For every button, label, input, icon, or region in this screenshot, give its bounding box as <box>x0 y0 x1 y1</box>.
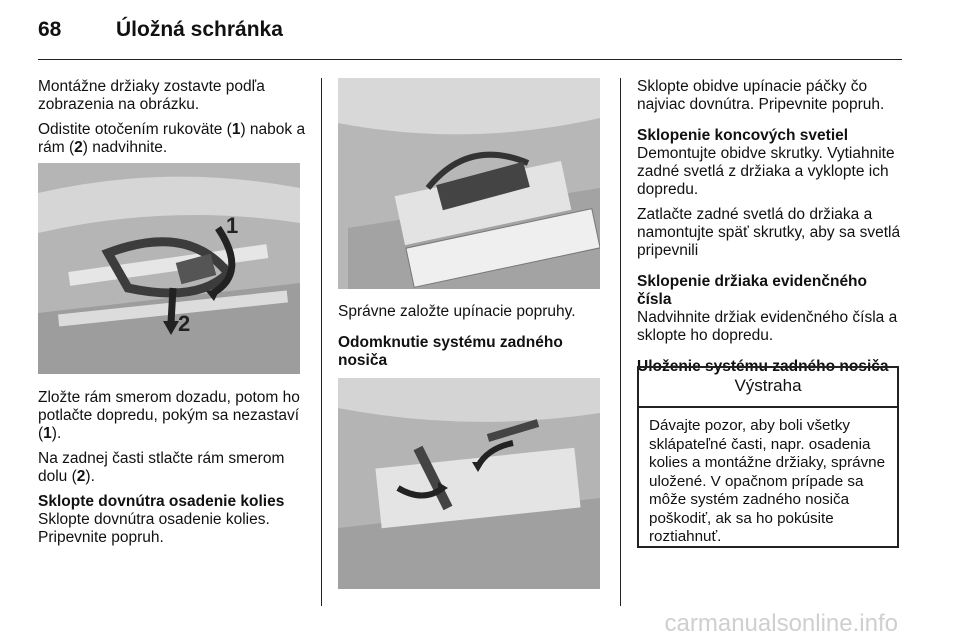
figure-callout-1: 1 <box>226 213 239 238</box>
column-divider-2 <box>620 78 621 606</box>
figure-rack-unlock <box>38 163 300 374</box>
column-2 <box>338 303 613 370</box>
column-1 <box>38 78 313 164</box>
warning-text: Dávajte pozor, aby boli všetky sklápateľné časti, napr. osadenia kolies a montážne držiaky, správne uložené. V opačnom prípade sa môže systém zadného nosiča poškodiť, ak sa ho pokúsite roztiahnuť. <box>649 417 886 545</box>
figure-straps <box>338 78 600 289</box>
paragraph: Nadvihnite držiak evidenčného čísla a sklopte ho dopredu. <box>637 309 898 344</box>
paragraph: Zložte rám smerom dozadu, potom ho potlačte dopredu, pokým sa nezastaví (1). <box>38 389 300 442</box>
paragraph: Správne založte upínacie popruhy. <box>338 303 576 320</box>
paragraph: Demontujte obidve skrutky. Vytiahnite zadné svetlá z držiaka a vyklopte ich dopredu. <box>637 145 895 198</box>
section-heading: Odomknutie systému zadného nosiča <box>338 334 563 369</box>
column-3 <box>637 78 902 376</box>
figure-callout-2: 2 <box>178 311 191 336</box>
header-divider <box>38 59 902 60</box>
paragraph: Montážne držiaky zostavte podľa zobrazenia na obrázku. <box>38 78 265 113</box>
warning-box <box>637 366 899 548</box>
section-heading: Sklopenie držiaka evidenčného čísla <box>637 273 867 308</box>
paragraph: Odistite otočením rukoväte (1) nabok a rám (2) nadvihnite. <box>38 121 306 156</box>
column-divider-1 <box>321 78 322 606</box>
paragraph: Na zadnej časti stlačte rám smerom dolu (2). <box>38 450 285 485</box>
paragraph: Sklopte obidve upínacie páčky čo najviac dovnútra. Pripevnite popruh. <box>637 78 885 113</box>
warning-title: Výstraha <box>639 368 897 408</box>
column-1-lower <box>38 389 313 554</box>
watermark: carmanualsonline.info <box>664 610 898 637</box>
section-heading: Sklopte dovnútra osadenie kolies <box>38 493 285 510</box>
page-header <box>38 18 918 48</box>
section-heading: Uloženie systému zadného nosiča <box>637 358 889 375</box>
paragraph: Zatlačte zadné svetlá do držiaka a namontujte späť skrutky, aby sa svetlá pripevnili <box>637 206 901 259</box>
paragraph: Sklopte dovnútra osadenie kolies. Pripevnite popruh. <box>38 511 270 546</box>
figure-unlock-levers <box>338 378 600 589</box>
page-number: 68 <box>38 18 62 41</box>
page-title: Úložná schránka <box>116 18 283 41</box>
section-heading: Sklopenie koncových svetiel <box>637 127 849 144</box>
